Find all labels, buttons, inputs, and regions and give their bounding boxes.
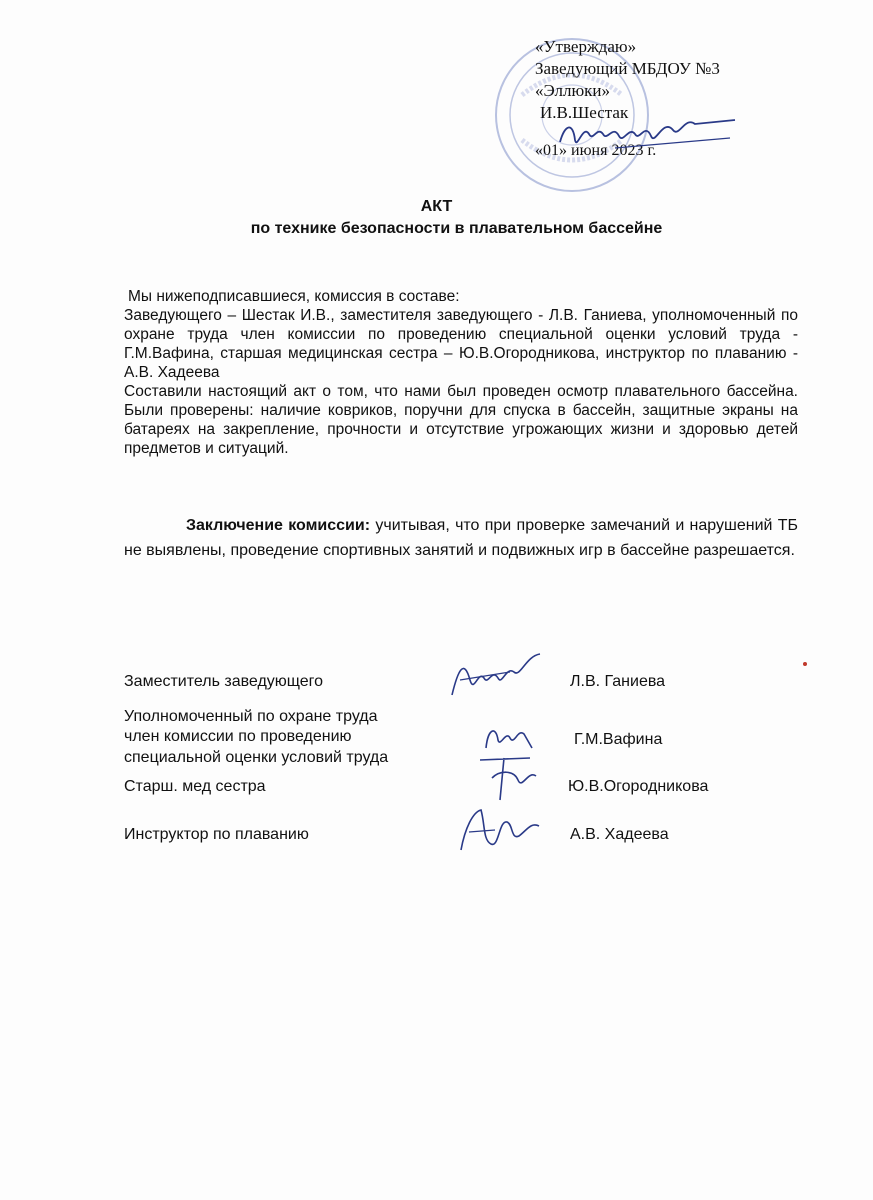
title-main: АКТ — [420, 198, 453, 215]
signature-role-line: член комиссии по проведению — [124, 728, 352, 745]
conclusion-text: учитывая, что при проверке замечаний и нарушений ТБ не выявлены, проведение спортивных занятий и подвижных игр в бассейне разрешается. — [124, 517, 799, 559]
commission-conclusion — [124, 513, 798, 563]
signature-role: Старш. мед сестра — [124, 778, 266, 795]
signature-row-labor-safety — [124, 707, 784, 771]
approval-heading: «Утверждаю» — [535, 37, 637, 56]
approval-position: Заведующий МБДОУ №3 — [535, 59, 720, 78]
body-inspection: Составили настоящий акт о том, что нами был проведен осмотр плавательного бассейна. Были проверены: наличие ковриков, поручни для спуска в бассейн, защитные экраны на батареях на закрепление, прочности и отсутствие угрожающих жизни и здоровью детей предметов и ситуаций. — [124, 383, 798, 457]
nurse-signature — [470, 752, 550, 807]
signature-role-line: специальной оценки условий труда — [124, 749, 389, 766]
signature-name: Ю.В.Огородникова — [568, 778, 709, 795]
body-members: Заведующего – Шестак И.В., заместителя заведующего - Л.В. Ганиева, уполномоченный по охране труда член комиссии по проведению специальной оценки условий труда - Г.М.Вафина, старшая медицинская сестра – Ю.В.Огородникова, инструктор по плаванию - А.В. Хадеева — [124, 307, 798, 381]
signature-name: Л.В. Ганиева — [570, 673, 666, 690]
signature-name: А.В. Хадеева — [570, 826, 669, 843]
document-body — [124, 287, 798, 458]
signature-role: Инструктор по плаванию — [124, 826, 309, 843]
instructor-signature — [455, 800, 545, 860]
deputy-signature — [440, 650, 550, 705]
director-signature — [555, 112, 740, 157]
red-dot-mark — [803, 662, 807, 666]
conclusion-label: Заключение комиссии: — [186, 517, 371, 534]
title-subtitle: по технике безопасности в плавательном бассейне — [250, 220, 663, 237]
body-intro: Мы нижеподписавшиеся, комиссия в составе: — [128, 288, 460, 305]
document-title — [0, 196, 873, 240]
signature-role-line: Уполномоченный по охране труда — [124, 708, 378, 725]
approval-date: «01» июня 2023 г. — [535, 142, 657, 159]
approval-organization: «Эллюки» — [535, 81, 611, 100]
signature-role: Заместитель заведующего — [124, 673, 324, 690]
signature-name: Г.М.Вафина — [574, 731, 663, 748]
approval-director-name: И.В.Шестак — [540, 103, 629, 122]
